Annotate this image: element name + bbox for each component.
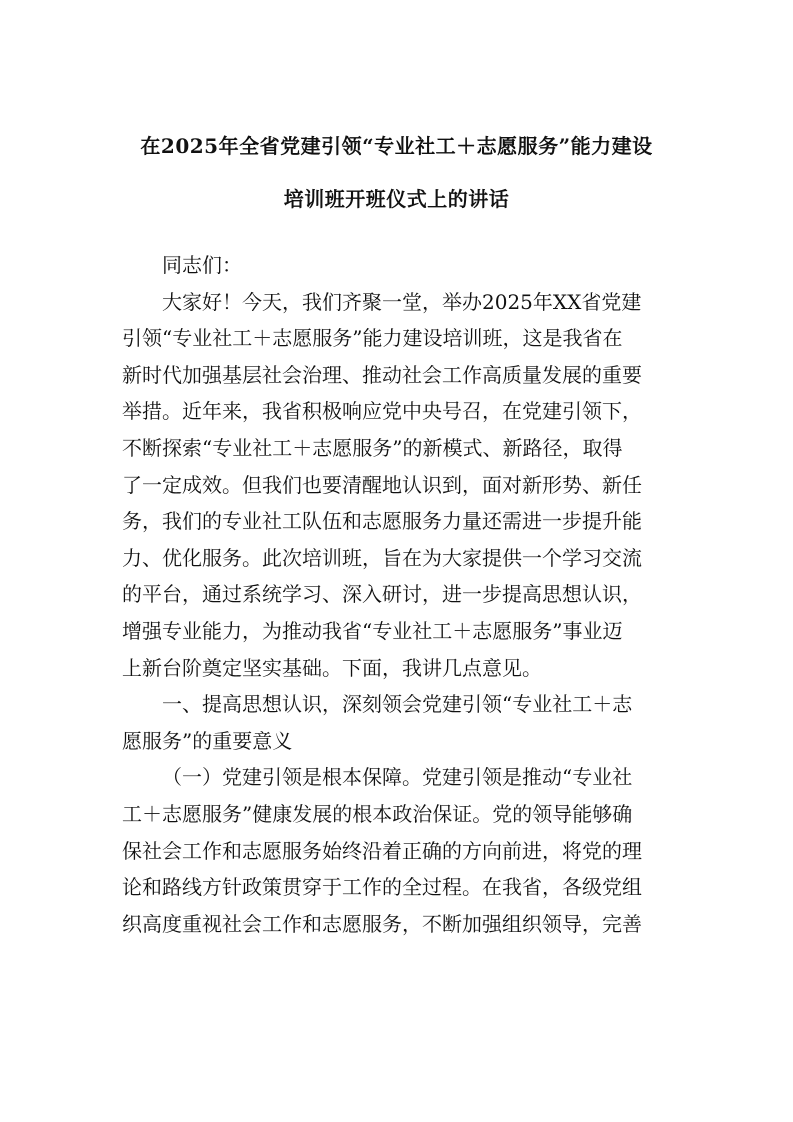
opening-paragraph-line: 增强专业能力，为推动我省“专业社工＋志愿服务”事业迈 bbox=[122, 618, 623, 643]
subsection-paragraph-line: 论和路线方针政策贯穿于工作的全过程。在我省，各级党组 bbox=[122, 875, 642, 900]
opening-paragraph-line: 的平台，通过系统学习、深入研讨，进一步提高思想认识， bbox=[122, 582, 642, 607]
document-body bbox=[122, 247, 682, 942]
subsection-paragraph-line: 保社会工作和志愿服务始终沿着正确的方向前进，将党的理 bbox=[122, 838, 642, 863]
section-heading-line: 一、提高思想认识，深刻领会党建引领“专业社工＋志 bbox=[162, 692, 633, 717]
document-title-line-2: 培训班开班仪式上的讲话 bbox=[283, 187, 510, 211]
opening-paragraph-line: 大家好！今天，我们齐聚一堂，举办2025年XX省党建 bbox=[162, 289, 642, 314]
document-title-line-1: 在2025年全省党建引领“专业社工＋志愿服务”能力建设 bbox=[140, 134, 653, 158]
opening-paragraph-line: 新时代加强基层社会治理、推动社会工作高质量发展的重要 bbox=[122, 362, 642, 387]
salutation: 同志们： bbox=[162, 253, 242, 277]
opening-paragraph-line: 务，我们的专业社工队伍和志愿服务力量还需进一步提升能 bbox=[122, 509, 642, 534]
section-heading-line: 愿服务”的重要意义 bbox=[122, 728, 293, 753]
subsection-paragraph-line: 工＋志愿服务”健康发展的根本政治保证。党的领导能够确 bbox=[122, 801, 633, 826]
opening-paragraph-line: 不断探索“专业社工＋志愿服务”的新模式、新路径，取得 bbox=[122, 435, 623, 460]
opening-paragraph-line: 力、优化服务。此次培训班，旨在为大家提供一个学习交流 bbox=[122, 545, 642, 570]
opening-paragraph-line: 举措。近年来，我省积极响应党中央号召，在党建引领下， bbox=[122, 399, 642, 424]
subsection-paragraph-line: 织高度重视社会工作和志愿服务，不断加强组织领导，完善 bbox=[122, 911, 642, 936]
opening-paragraph-line: 上新台阶奠定坚实基础。下面，我讲几点意见。 bbox=[122, 655, 542, 680]
subsection-paragraph-line: （一）党建引领是根本保障。党建引领是推动“专业社 bbox=[162, 765, 633, 790]
opening-paragraph-line: 引领“专业社工＋志愿服务”能力建设培训班，这是我省在 bbox=[122, 326, 623, 351]
opening-paragraph-line: 了一定成效。但我们也要清醒地认识到，面对新形势、新任 bbox=[122, 472, 642, 497]
